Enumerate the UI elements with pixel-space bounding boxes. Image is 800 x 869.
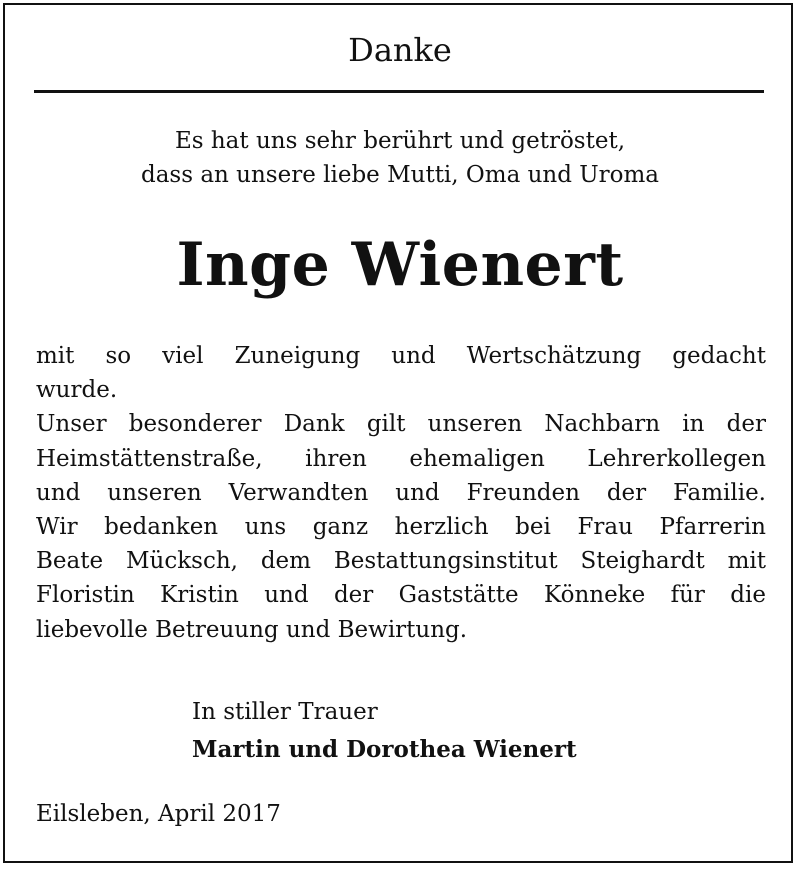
heading-divider	[34, 90, 764, 93]
body-line: und unseren Verwandten und Freunden der Familie.	[36, 479, 766, 506]
signature-block	[192, 694, 577, 768]
intro-text	[0, 124, 800, 192]
notice-heading: Danke	[348, 31, 452, 69]
body-line: Unser besonderer Dank gilt unseren Nachbarn in der	[36, 411, 766, 438]
body-line: liebevolle Betreuung und Bewirtung.	[36, 616, 468, 643]
body-line: Wir bedanken uns ganz herzlich bei Frau Pfarrerin	[36, 513, 766, 540]
intro-line: dass an unsere liebe Mutti, Oma und Uroma	[140, 162, 660, 188]
deceased-name: Inge Wienert	[176, 230, 624, 300]
body-line: mit so viel Zuneigung und Wertschätzung gedacht	[36, 343, 766, 369]
intro-line: Es hat uns sehr berührt und getröstet,	[174, 128, 626, 154]
body-line: Floristin Kristin und der Gaststätte Könneke für die	[36, 582, 766, 609]
body-line: wurde.	[36, 377, 118, 404]
mourning-phrase: In stiller Trauer	[192, 699, 378, 725]
place-date: Eilsleben, April 2017	[36, 801, 281, 827]
thank-you-text	[36, 339, 766, 647]
body-line: Beate Mücksch, dem Bestattungsinstitut Steighardt mit	[36, 548, 766, 575]
mourner-names: Martin und Dorothea Wienert	[192, 736, 577, 763]
body-line: Heimstättenstraße, ihren ehemaligen Lehrerkollegen	[36, 445, 766, 472]
